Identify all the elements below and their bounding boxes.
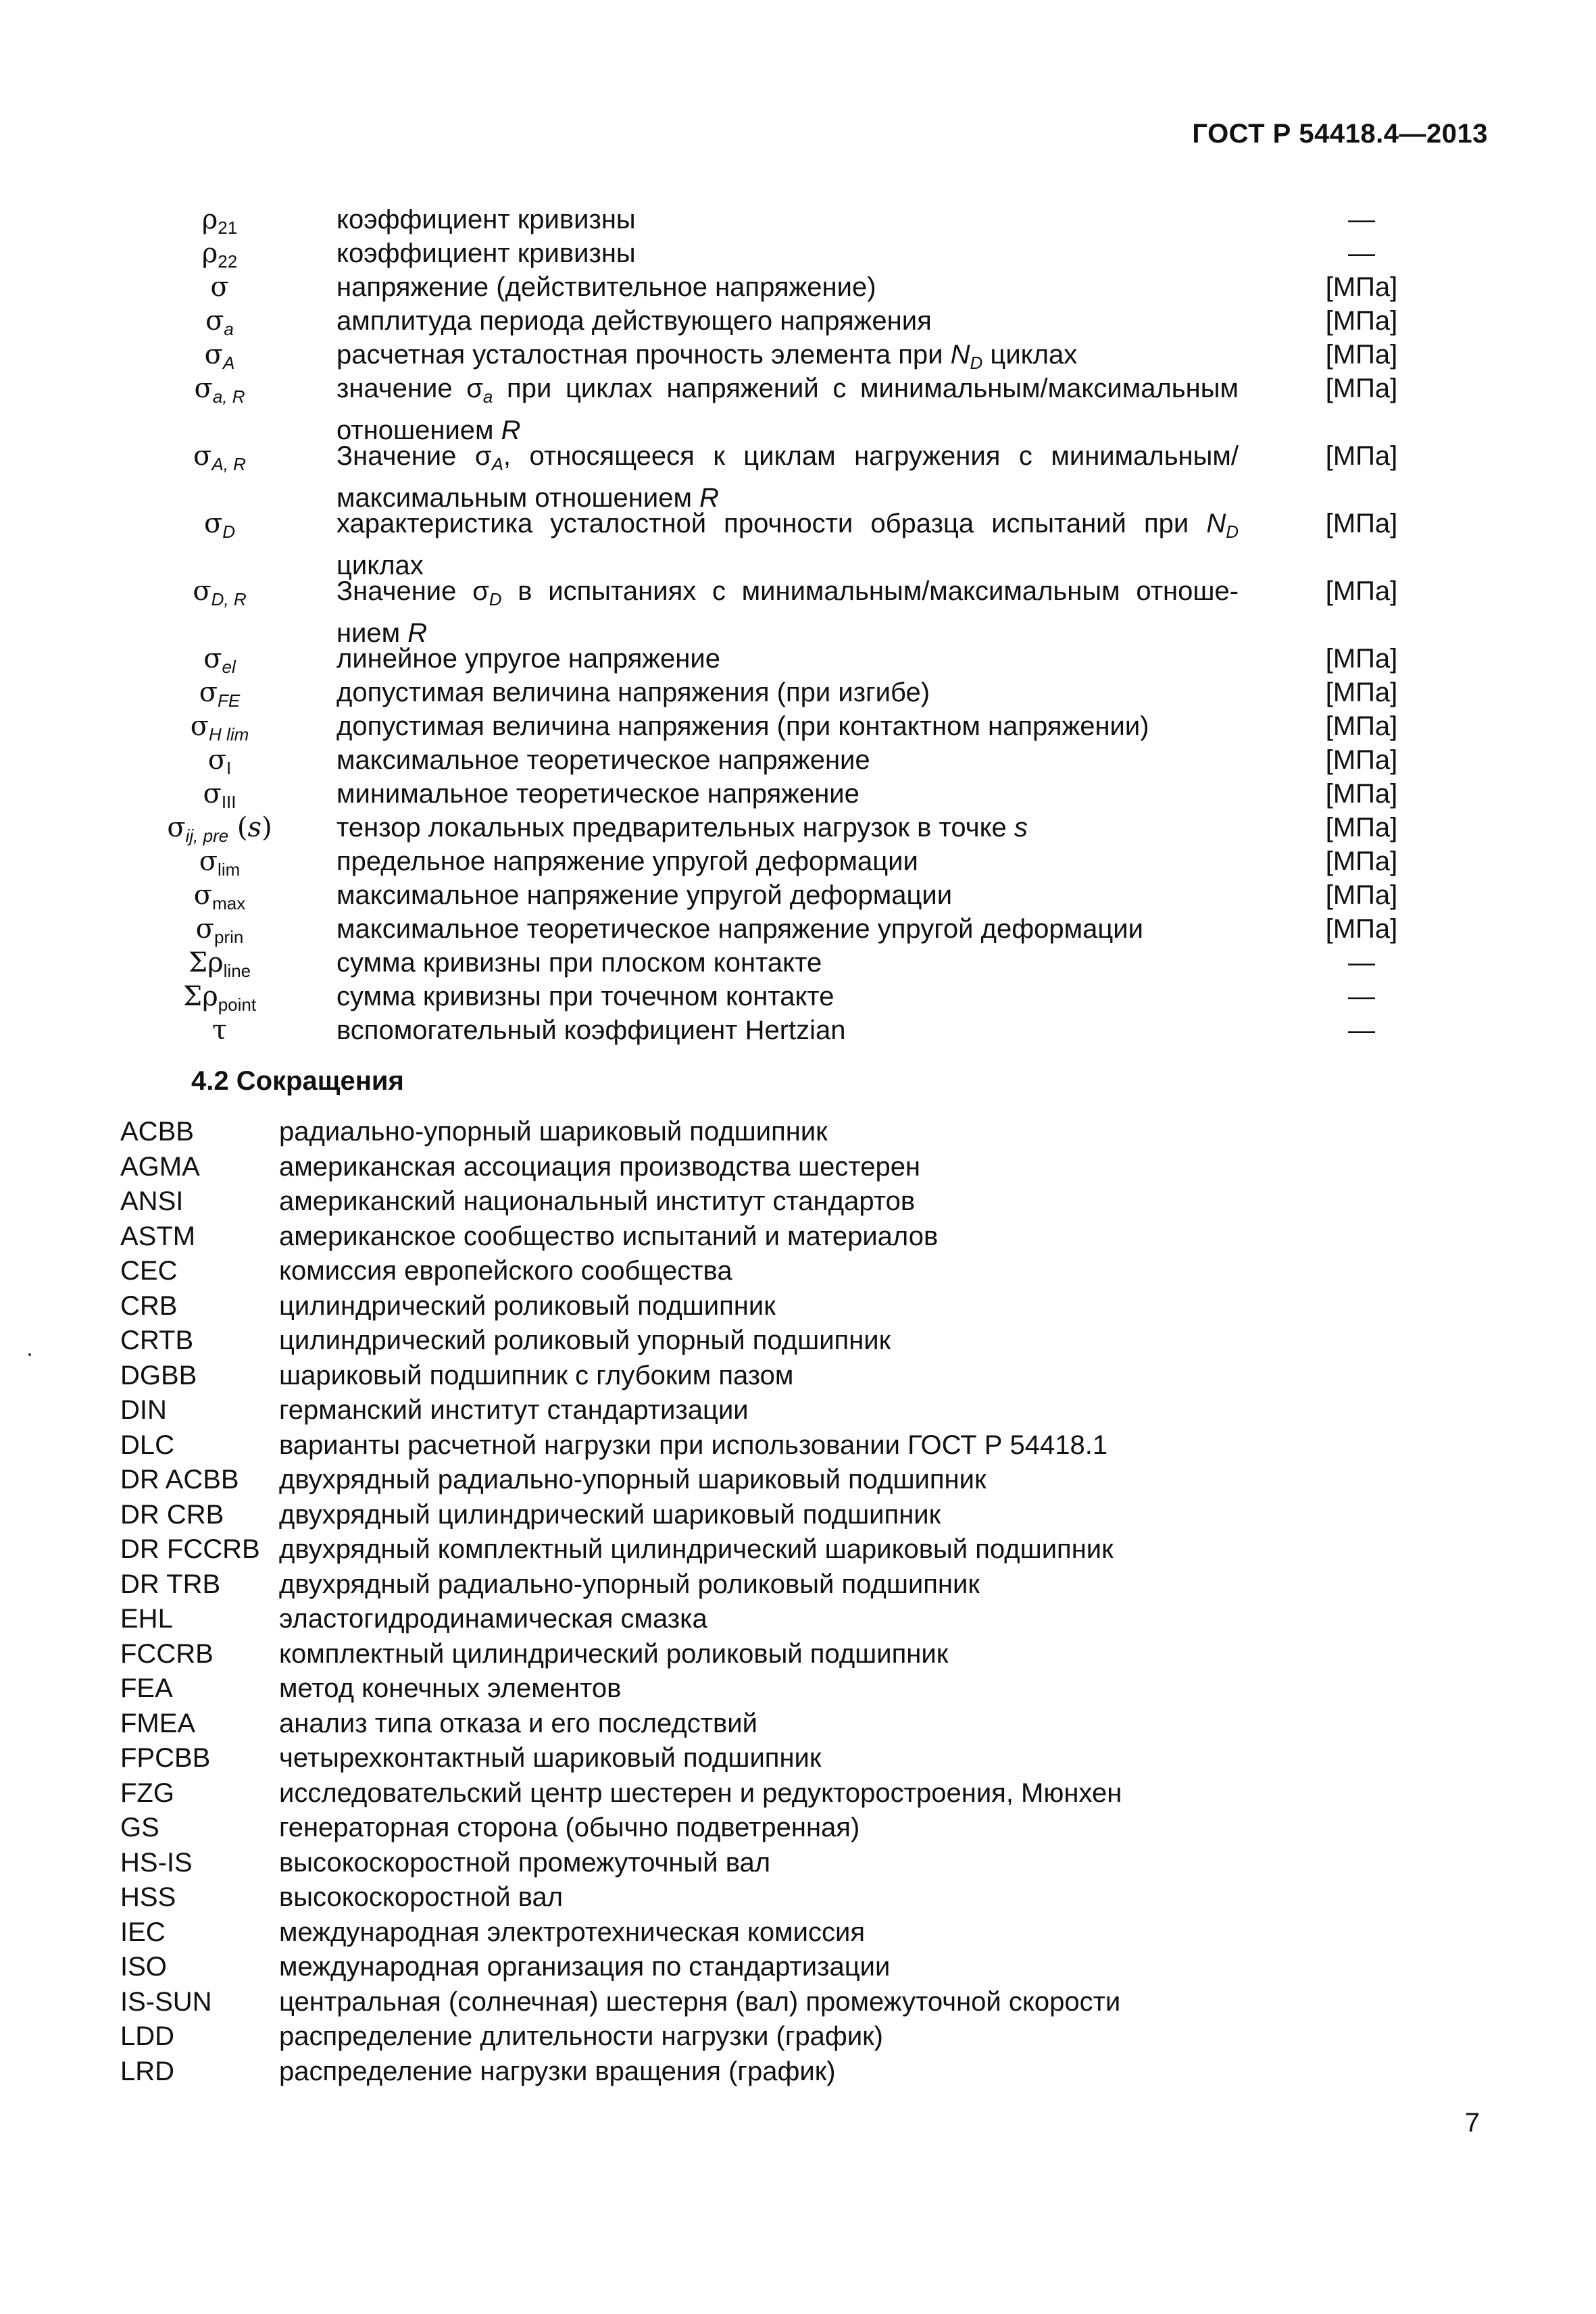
symbol-description: расчетная усталостная прочность элемента при $N_D$ циклах [336, 340, 1078, 373]
abbreviation-row [0, 1637, 1596, 1672]
symbol-unit: — [1348, 982, 1375, 1011]
symbol-description: тензор локальных предварительных нагрузок в точке s [336, 813, 1028, 842]
symbol: $\sigma_{III}$ [203, 778, 236, 812]
symbol-description: максимальное теоретическое напряжение [336, 745, 870, 775]
abbreviation-row [0, 1428, 1596, 1463]
abbreviation-definition: центральная (солнечная) шестерня (вал) промежуточной скорости [279, 1986, 1121, 2017]
abbreviation-row [0, 1463, 1596, 1498]
symbol-description: допустимая величина напряжения (при изгибе) [336, 678, 930, 707]
abbreviation-definition: двухрядный радиально-упорный шариковый подшипник [279, 1465, 987, 1494]
symbol-row [0, 507, 1596, 580]
symbol-row [0, 1013, 1596, 1047]
symbol-unit: [МПа] [1325, 374, 1398, 403]
abbreviation-row [0, 1985, 1596, 2020]
abbreviation-row [0, 1254, 1596, 1289]
abbreviation-term: ISO [120, 1952, 167, 1982]
abbreviation-definition: четырехконтактный шариковый подшипник [279, 1743, 822, 1773]
symbol-row [0, 304, 1596, 338]
abbreviation-term: AGMA [120, 1151, 200, 1182]
symbol-row [0, 946, 1596, 980]
symbol-unit: [МПа] [1325, 880, 1398, 910]
symbol-row [0, 980, 1596, 1013]
symbol-unit: [МПа] [1325, 678, 1398, 707]
abbreviation-row [0, 1567, 1596, 1603]
abbreviation-term: FZG [120, 1778, 174, 1808]
symbol-description: вспомогательный коэффициент Hertzian [336, 1015, 846, 1045]
symbol: τ [211, 1015, 228, 1046]
symbol: $\Sigma\rho_{point}$ [182, 981, 257, 1015]
abbreviation-term: DR FCCRB [120, 1534, 260, 1564]
abbreviation-row [0, 1950, 1596, 1985]
symbol-row [0, 743, 1596, 777]
symbol-unit: [МПа] [1325, 441, 1398, 471]
abbreviation-definition: варианты расчетной нагрузки при использовании ГОСТ Р 54418.1 [279, 1430, 1108, 1460]
symbol-row [0, 676, 1596, 709]
symbol-description: сумма кривизны при точечном контакте [336, 982, 834, 1011]
abbreviation-term: EHL [120, 1604, 173, 1634]
symbols-list [0, 203, 1596, 1047]
abbreviations-list [0, 1115, 1596, 2089]
symbol-row [0, 372, 1596, 445]
abbreviation-row [0, 1324, 1596, 1359]
symbol-description: коэффициент кривизны [336, 205, 636, 234]
symbol: $\sigma_{el}$ [203, 643, 236, 677]
abbreviation-definition: радиально-упорный шариковый подшипник [279, 1117, 828, 1147]
abbreviation-row [0, 1289, 1596, 1324]
abbreviation-definition: германский институт стандартизации [279, 1395, 749, 1425]
symbol-description: характеристика усталостной прочности образца испытаний при $N_D$ циклах [336, 509, 1239, 580]
abbreviation-row [0, 1776, 1596, 1811]
symbol-description: Значение $\sigma_A$, относящееся к циклам нагружения с минимальным/ максимальным отношением R [336, 441, 1239, 513]
abbreviation-term: DR ACBB [120, 1465, 239, 1494]
symbol-unit: — [1348, 948, 1375, 978]
abbreviation-row [0, 1184, 1596, 1219]
symbol-unit: [МПа] [1325, 306, 1398, 336]
symbol: $\sigma_{A, R}$ [193, 441, 246, 474]
symbol-row [0, 709, 1596, 743]
symbol-row [0, 811, 1596, 845]
symbol-row [0, 845, 1596, 878]
symbol-row [0, 439, 1596, 513]
abbreviation-term: ANSI [120, 1186, 184, 1216]
symbol-description: коэффициент кривизны [336, 238, 636, 268]
abbreviation-definition: генераторная сторона (обычно подветренная) [279, 1813, 860, 1842]
abbreviation-row [0, 1359, 1596, 1394]
abbreviation-definition: шариковый подшипник с глубоким пазом [279, 1360, 794, 1390]
abbreviation-term: FEA [120, 1674, 173, 1703]
symbol-unit: [МПа] [1325, 509, 1398, 538]
abbreviation-term: LRD [120, 2056, 175, 2086]
abbreviation-row [0, 1219, 1596, 1255]
symbol-description: Значение $\sigma_D$ в испытаниях с минимальным/максимальным отноше- нием R [336, 576, 1239, 648]
abbreviation-definition: анализ типа отказа и его последствий [279, 1708, 757, 1738]
symbol-unit: [МПа] [1325, 272, 1398, 302]
abbreviation-term: ASTM [120, 1221, 196, 1251]
abbreviation-definition: американское сообщество испытаний и материалов [279, 1221, 939, 1251]
abbreviation-term: ACBB [120, 1117, 194, 1147]
symbol-row [0, 203, 1596, 236]
abbreviation-row [0, 1532, 1596, 1567]
symbol-description: предельное напряжение упругой деформации [336, 847, 918, 876]
symbol-unit: — [1348, 238, 1375, 268]
symbol: $\sigma_{ij, pre}$ (s) [167, 812, 272, 846]
abbreviation-definition: двухрядный радиально-упорный роликовый подшипник [279, 1569, 980, 1599]
abbreviation-term: CEC [120, 1256, 178, 1286]
symbol: σ [210, 272, 229, 303]
abbreviation-row [0, 1671, 1596, 1707]
symbol-row [0, 236, 1596, 270]
abbreviation-term: GS [120, 1813, 159, 1842]
abbreviation-definition: двухрядный цилиндрический шариковый подшипник [279, 1499, 941, 1530]
symbol-unit: [МПа] [1325, 644, 1398, 674]
abbreviation-definition: американская ассоциация производства шестерен [279, 1151, 921, 1182]
abbreviation-definition: цилиндрический роликовый упорный подшипник [279, 1326, 891, 1355]
abbreviation-definition: высокоскоростной промежуточный вал [279, 1847, 771, 1878]
symbol-unit: [МПа] [1325, 711, 1398, 741]
abbreviation-term: HS-IS [120, 1847, 193, 1878]
symbol: $\rho_{21}$ [201, 204, 238, 238]
abbreviation-row [0, 1741, 1596, 1776]
abbreviation-definition: метод конечных элементов [279, 1674, 622, 1703]
symbol-row [0, 912, 1596, 946]
abbreviation-definition: высокоскоростной вал [279, 1882, 564, 1912]
abbreviation-definition: исследовательский центр шестерен и редукторостроения, Мюнхен [279, 1778, 1122, 1808]
abbreviation-row [0, 1602, 1596, 1637]
abbreviation-definition: эластогидродинамическая смазка [279, 1604, 707, 1634]
abbreviation-term: DR TRB [120, 1569, 221, 1599]
document-header: ГОСТ Р 54418.4—2013 [1192, 119, 1488, 149]
symbol: $\sigma_{FE}$ [199, 677, 241, 711]
symbol-unit: [МПа] [1325, 813, 1398, 842]
scan-speck [28, 1353, 31, 1356]
abbreviation-row [0, 1115, 1596, 1150]
abbreviation-term: HSS [120, 1882, 176, 1912]
abbreviation-definition: американский национальный институт стандартов [279, 1186, 916, 1216]
symbol: $\Sigma\rho_{line}$ [188, 947, 251, 981]
symbol-description: значение $\sigma_a$ при циклах напряжений с минимальным/максимальным отношением R [336, 374, 1239, 445]
symbol-unit: — [1348, 1015, 1375, 1045]
symbol-unit: [МПа] [1325, 914, 1398, 944]
symbol-description: максимальное напряжение упругой деформации [336, 880, 953, 910]
abbreviation-term: CRB [120, 1290, 178, 1321]
abbreviation-term: IS-SUN [120, 1986, 212, 2017]
symbol-unit: [МПа] [1325, 745, 1398, 775]
symbol: $\sigma_a$ [205, 305, 234, 339]
abbreviation-row [0, 1880, 1596, 1915]
abbreviation-term: IEC [120, 1917, 166, 1947]
symbol-row [0, 270, 1596, 304]
abbreviation-row [0, 2055, 1596, 2090]
abbreviation-term: DLC [120, 1430, 175, 1460]
symbol: $\sigma_D$ [203, 508, 236, 542]
abbreviation-term: FMEA [120, 1708, 196, 1738]
abbreviation-row [0, 1707, 1596, 1742]
symbol-description: амплитуда периода действующего напряжения [336, 306, 932, 336]
abbreviation-definition: комплектный цилиндрический роликовый подшипник [279, 1638, 949, 1669]
page-number: 7 [1464, 2108, 1480, 2138]
abbreviation-row [0, 1498, 1596, 1533]
abbreviation-definition: двухрядный комплектный цилиндрический шариковый подшипник [279, 1534, 1114, 1564]
symbol: $\sigma_A$ [204, 339, 235, 373]
symbol-row [0, 878, 1596, 912]
abbreviation-row [0, 1393, 1596, 1428]
symbol-description: линейное упругое напряжение [336, 644, 720, 674]
symbol-description: допустимая величина напряжения (при контактном напряжении) [336, 711, 1149, 741]
symbol-description: минимальное теоретическое напряжение [336, 779, 859, 809]
symbol-row [0, 338, 1596, 372]
abbreviation-row [0, 1846, 1596, 1881]
abbreviation-row [0, 1150, 1596, 1185]
symbol-description: напряжение (действительное напряжение) [336, 272, 876, 302]
abbreviation-row [0, 2019, 1596, 2055]
symbol-unit: [МПа] [1325, 340, 1398, 370]
abbreviation-definition: цилиндрический роликовый подшипник [279, 1290, 776, 1321]
abbreviation-term: FCCRB [120, 1638, 214, 1669]
symbol-row [0, 574, 1596, 648]
abbreviation-term: DIN [120, 1395, 167, 1425]
symbol-unit: [МПа] [1325, 847, 1398, 876]
abbreviation-row [0, 1811, 1596, 1846]
symbol: $\sigma_I$ [207, 745, 232, 778]
symbol-row [0, 777, 1596, 811]
abbreviation-definition: международная организация по стандартизации [279, 1952, 891, 1982]
symbol: $\rho_{22}$ [201, 238, 238, 272]
abbreviation-term: CRTB [120, 1326, 194, 1355]
symbol: $\sigma_{H lim}$ [190, 711, 249, 745]
symbol-unit: [МПа] [1325, 576, 1398, 606]
abbreviation-row [0, 1915, 1596, 1951]
abbreviation-definition: комиссия европейского сообщества [279, 1256, 732, 1286]
symbol-unit: [МПа] [1325, 779, 1398, 809]
symbol: $\sigma_{lim}$ [199, 846, 241, 880]
symbol-description: максимальное теоретическое напряжение упругой деформации [336, 914, 1143, 944]
symbol-unit: — [1348, 205, 1375, 234]
symbol: $\sigma_{prin}$ [195, 913, 244, 947]
abbreviation-term: DGBB [120, 1360, 197, 1390]
abbreviation-term: LDD [120, 2021, 175, 2051]
abbreviation-definition: распределение длительности нагрузки (график) [279, 2021, 884, 2051]
symbol-description: сумма кривизны при плоском контакте [336, 948, 822, 978]
abbreviation-term: DR CRB [120, 1499, 224, 1530]
abbreviation-definition: распределение нагрузки вращения (график) [279, 2056, 836, 2086]
symbol: $\sigma_{max}$ [193, 880, 246, 913]
symbol: $\sigma_{D, R}$ [193, 576, 247, 609]
section-title: 4.2 Сокращения [191, 1066, 404, 1096]
abbreviation-term: FPCBB [120, 1743, 211, 1773]
symbol-row [0, 642, 1596, 676]
symbol: $\sigma_{a, R}$ [194, 373, 245, 407]
abbreviation-definition: международная электротехническая комиссия [279, 1917, 865, 1947]
